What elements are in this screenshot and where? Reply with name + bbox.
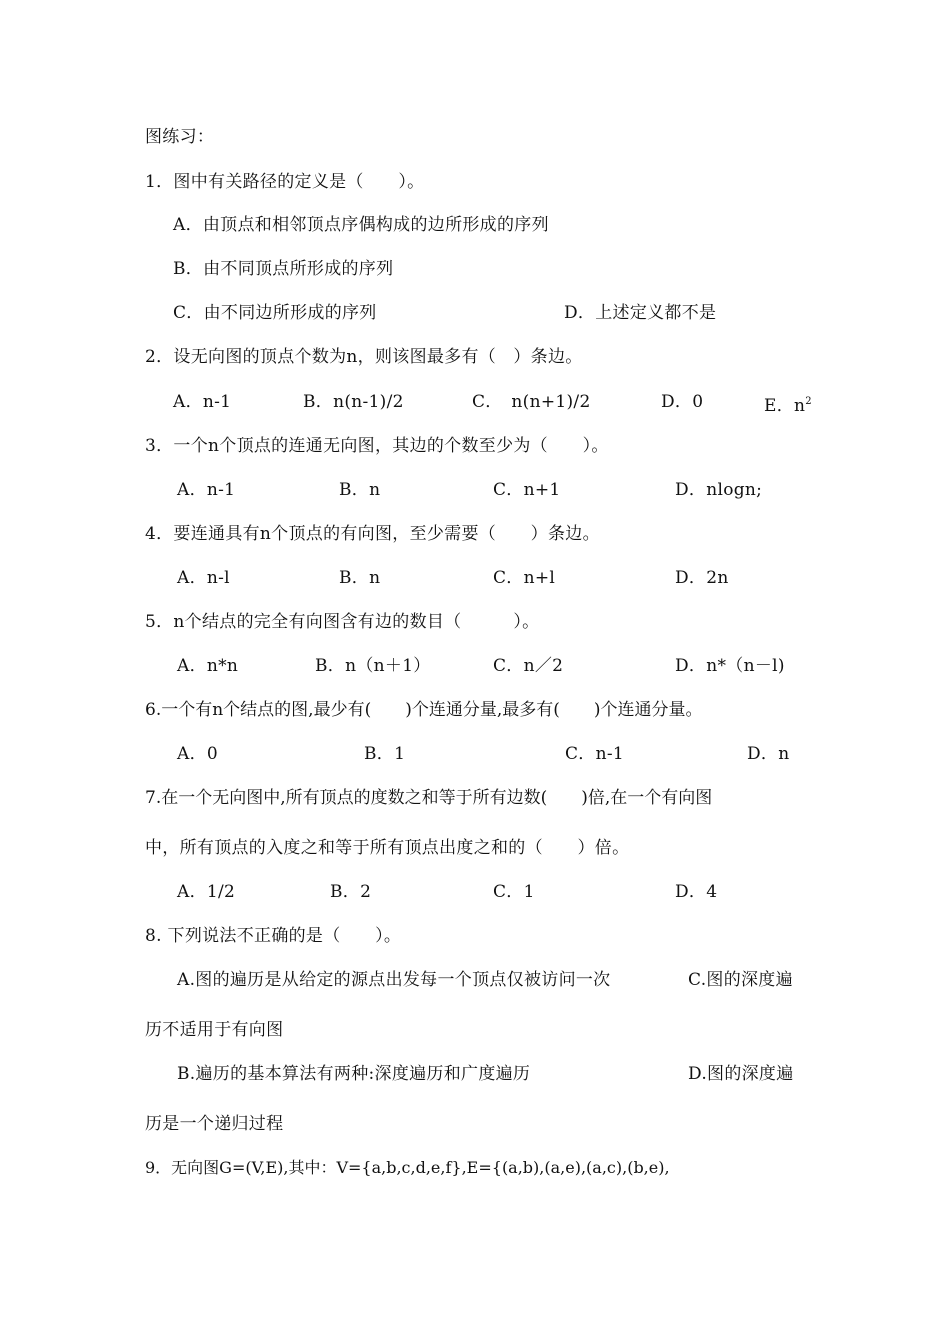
question-2-option-e — [764, 391, 812, 417]
question-8-option-a: A.图的遍历是从给定的源点出发每一个顶点仅被访问一次 — [177, 970, 611, 990]
question-7-option-b: B．2 — [330, 882, 372, 902]
question-1-option-a: A．由顶点和相邻顶点序偶构成的边所形成的序列 — [173, 215, 549, 235]
question-8-option-d-end: 历是一个递归过程 — [145, 1114, 284, 1134]
question-8-option-c-start: C.图的深度遍 — [688, 970, 793, 990]
question-1-option-b: B．由不同顶点所形成的序列 — [173, 259, 394, 279]
question-6-option-c: C．n-1 — [565, 744, 625, 764]
question-7-option-c: C．1 — [493, 882, 535, 902]
question-3-option-c: C．n+1 — [493, 480, 561, 500]
question-6-option-b: B．1 — [364, 744, 406, 764]
question-7-stem-line-2: 中，所有顶点的入度之和等于所有顶点出度之和的（ ）倍。 — [145, 838, 630, 858]
question-3-stem: 3．一个n个顶点的连通无向图，其边的个数至少为（ ）。 — [145, 436, 609, 456]
page-title: 图练习： — [145, 127, 215, 147]
question-7-stem-line-1: 7.在一个无向图中,所有顶点的度数之和等于所有边数( )倍,在一个有向图 — [145, 788, 713, 808]
question-5-option-c: C．n／2 — [493, 656, 564, 676]
question-3-option-d: D．nlogn; — [675, 480, 763, 500]
question-5-stem: 5．n个结点的完全有向图含有边的数目（ ）。 — [145, 612, 540, 632]
question-4-option-c: C．n+l — [493, 568, 556, 588]
question-8-option-c-end: 历不适用于有向图 — [145, 1020, 284, 1040]
question-2-stem: 2．设无向图的顶点个数为n，则该图最多有（ ）条边。 — [145, 347, 583, 367]
question-5-option-d: D．n*（n－l) — [675, 656, 785, 676]
question-8-option-b: B.遍历的基本算法有两种:深度遍历和广度遍历 — [177, 1064, 531, 1084]
question-2-option-e-superscript: 2 — [805, 396, 812, 407]
question-6-option-d: D．n — [747, 744, 790, 764]
question-4-stem: 4．要连通具有n个顶点的有向图，至少需要（ ）条边。 — [145, 524, 600, 544]
question-2-option-e-text: E．n — [764, 396, 806, 416]
question-1-option-d: D．上述定义都不是 — [564, 303, 717, 323]
question-7-option-a: A．1/2 — [177, 882, 236, 902]
question-2-option-c: C． n(n+1)/2 — [472, 392, 591, 412]
question-6-option-a: A．0 — [177, 744, 218, 764]
question-4-option-d: D．2n — [675, 568, 729, 588]
question-8-option-d-start: D.图的深度遍 — [688, 1064, 794, 1084]
question-1-option-c: C．由不同边所形成的序列 — [173, 303, 377, 323]
question-5-option-a: A．n*n — [177, 656, 239, 676]
question-3-option-a: A．n-1 — [177, 480, 236, 500]
question-2-option-b: B．n(n-1)/2 — [303, 392, 404, 412]
question-6-stem: 6.一个有n个结点的图,最少有( )个连通分量,最多有( )个连通分量。 — [145, 700, 703, 720]
question-1-stem: 1．图中有关路径的定义是（ ）。 — [145, 172, 425, 192]
question-2-option-d: D．0 — [661, 392, 704, 412]
question-5-option-b: B．n（n＋1） — [315, 656, 431, 676]
question-4-option-b: B．n — [339, 568, 381, 588]
question-4-option-a: A．n-l — [177, 568, 230, 588]
question-8-stem: 8. 下列说法不正确的是（ ）。 — [145, 926, 402, 946]
question-9-stem: 9．无向图G=(V,E),其中：V={a,b,c,d,e,f},E={(a,b),(a,e),(a,c),(b,e), — [145, 1158, 670, 1177]
question-2-option-a: A．n-1 — [173, 392, 232, 412]
question-3-option-b: B．n — [339, 480, 381, 500]
question-7-option-d: D．4 — [675, 882, 718, 902]
